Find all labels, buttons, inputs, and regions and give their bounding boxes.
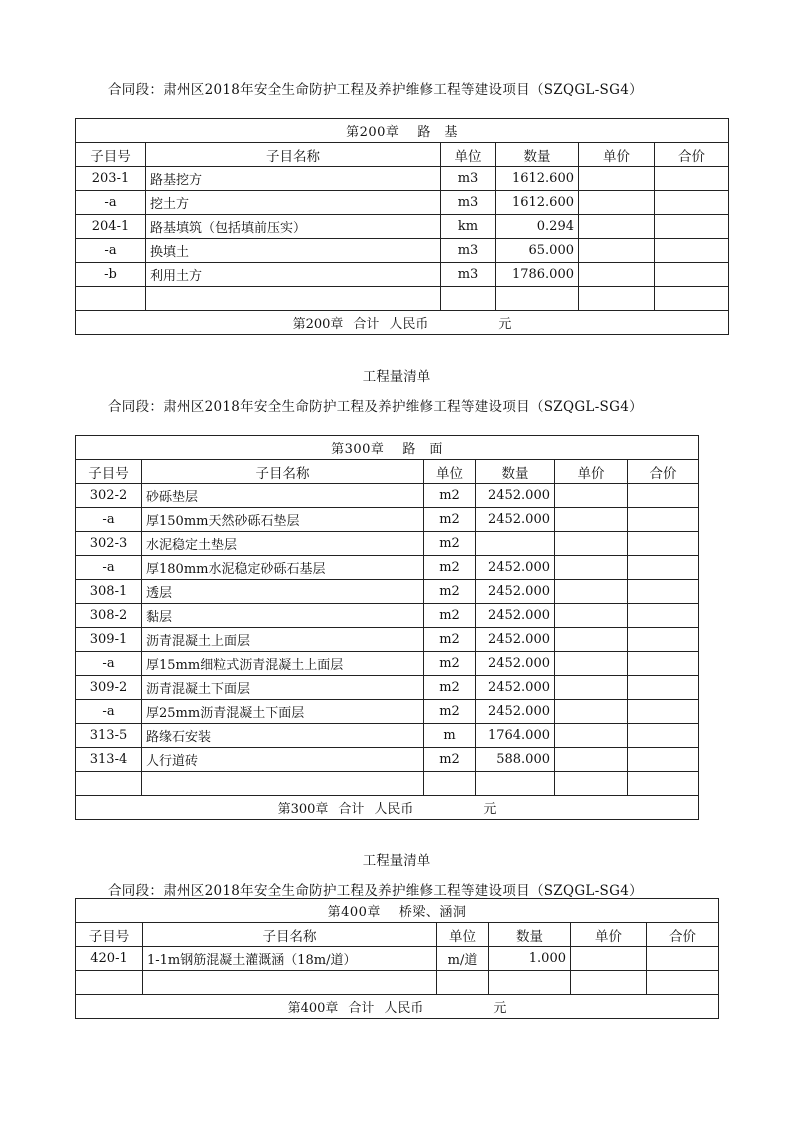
item-qty [476,532,555,556]
item-amount [628,556,699,580]
item-name: 砂砾垫层 [142,484,424,508]
total-chapter: 第300章 [277,802,329,817]
table-row [76,215,729,239]
item-code: 204-1 [76,215,146,239]
col-header-code: 子目号 [76,460,142,484]
col-header-unit: 单位 [441,143,496,167]
total-row [76,796,699,820]
item-unit: m3 [441,191,496,215]
item-amount [628,532,699,556]
total-label: 合计 [353,317,380,332]
item-code: 313-5 [76,724,142,748]
item-unit-price [555,604,628,628]
item-code: 308-1 [76,580,142,604]
item-unit: m2 [424,604,476,628]
item-unit: m2 [424,700,476,724]
chapter-title [76,899,719,923]
item-amount [628,628,699,652]
col-header-qty: 数量 [489,923,571,947]
col-header-code: 子目号 [76,923,143,947]
chapter-number: 第400章 [327,905,381,920]
item-amount [628,724,699,748]
col-header-name: 子目名称 [142,460,424,484]
item-qty: 2452.000 [476,628,555,652]
item-amount [628,676,699,700]
item-qty: 588.000 [476,748,555,772]
item-unit-price [555,676,628,700]
item-amount [655,263,729,287]
item-code: -b [76,263,146,287]
chapter-name: 路 基 [417,125,458,140]
col-header-unit-price: 单价 [571,923,647,947]
item-unit: m2 [424,532,476,556]
yuan-label: 元 [493,1001,507,1016]
item-unit-price [555,700,628,724]
item-unit: km [441,215,496,239]
empty-row [76,971,719,995]
item-unit-price [555,580,628,604]
col-header-code: 子目号 [76,143,146,167]
item-unit: m3 [441,167,496,191]
item-name: 沥青混凝土上面层 [142,628,424,652]
item-code: -a [76,652,142,676]
item-name: 路基挖方 [146,167,441,191]
column-header-row [76,923,719,947]
table-row [76,947,719,971]
item-code: 302-2 [76,484,142,508]
item-name: 1-1m钢筋混凝土灌溉涵（18m/道） [143,947,437,971]
item-amount [655,215,729,239]
chapter-number: 第200章 [346,125,400,140]
contract-caption: 合同段：肃州区2018年安全生命防护工程及养护维修工程等建设项目（SZQGL-SG4） [108,82,643,98]
col-header-name: 子目名称 [146,143,441,167]
table-row [76,167,729,191]
total-label: 合计 [348,1001,375,1016]
item-unit: m2 [424,556,476,580]
chapter-number: 第300章 [331,442,385,457]
item-unit-price [579,263,655,287]
currency-label: 人民币 [384,1001,424,1016]
item-name: 挖土方 [146,191,441,215]
item-qty: 65.000 [496,239,579,263]
item-code: 302-3 [76,532,142,556]
chapter-name: 桥梁、涵洞 [398,905,467,920]
item-qty: 2452.000 [476,580,555,604]
item-name: 人行道砖 [142,748,424,772]
yuan-label: 元 [498,317,512,332]
item-code: -a [76,508,142,532]
item-code: 309-2 [76,676,142,700]
table-row [76,580,699,604]
currency-label: 人民币 [389,317,429,332]
item-unit-price [555,532,628,556]
boq-table-400 [75,898,719,1019]
item-unit-price [579,239,655,263]
item-amount [655,167,729,191]
item-qty: 2452.000 [476,700,555,724]
item-code: -a [76,700,142,724]
table-row [76,263,729,287]
col-header-unit: 单位 [424,460,476,484]
item-code: 313-4 [76,748,142,772]
item-unit-price [555,508,628,532]
item-name: 沥青混凝土下面层 [142,676,424,700]
col-header-amount: 合价 [647,923,719,947]
total-row [76,311,729,335]
list-title: 工程量清单 [362,369,431,385]
item-unit-price [555,748,628,772]
contract-caption: 合同段：肃州区2018年安全生命防护工程及养护维修工程等建设项目（SZQGL-SG4） [108,399,643,415]
table-row [76,508,699,532]
total-row [76,995,719,1019]
table-row [76,652,699,676]
item-unit-price [555,652,628,676]
item-name: 厚150mm天然砂砾石垫层 [142,508,424,532]
item-unit: m3 [441,239,496,263]
item-name: 利用土方 [146,263,441,287]
table-row [76,556,699,580]
table-row [76,191,729,215]
item-qty: 2452.000 [476,484,555,508]
empty-row [76,287,729,311]
contract-caption: 合同段：肃州区2018年安全生命防护工程及养护维修工程等建设项目（SZQGL-SG4） [108,883,643,899]
item-amount [628,700,699,724]
col-header-name: 子目名称 [143,923,437,947]
item-unit: m2 [424,508,476,532]
item-name: 厚25mm沥青混凝土下面层 [142,700,424,724]
item-unit: m2 [424,748,476,772]
item-unit: m2 [424,484,476,508]
item-unit-price [579,191,655,215]
item-code: -a [76,556,142,580]
item-amount [628,580,699,604]
table-row [76,484,699,508]
item-unit-price [579,167,655,191]
col-header-qty: 数量 [496,143,579,167]
table-row [76,532,699,556]
item-unit: m [424,724,476,748]
item-name: 厚15mm细粒式沥青混凝土上面层 [142,652,424,676]
item-name: 换填土 [146,239,441,263]
item-amount [647,947,719,971]
item-qty: 2452.000 [476,508,555,532]
total-chapter: 第400章 [287,1001,339,1016]
item-amount [628,484,699,508]
item-code: 309-1 [76,628,142,652]
item-qty: 1764.000 [476,724,555,748]
item-amount [655,239,729,263]
item-name: 路缘石安装 [142,724,424,748]
chapter-name: 路 面 [402,442,443,457]
item-qty: 2452.000 [476,556,555,580]
table-row [76,700,699,724]
item-unit: m/道 [437,947,489,971]
item-unit: m3 [441,263,496,287]
table-row [76,604,699,628]
boq-table-200 [75,118,729,335]
total-label: 合计 [338,802,365,817]
item-qty: 0.294 [496,215,579,239]
item-unit-price [571,947,647,971]
table-row [76,239,729,263]
item-unit: m2 [424,580,476,604]
currency-label: 人民币 [374,802,414,817]
col-header-unit-price: 单价 [579,143,655,167]
item-code: -a [76,191,146,215]
item-qty: 1.000 [489,947,571,971]
item-unit-price [555,484,628,508]
item-qty: 1612.600 [496,191,579,215]
item-name: 路基填筑（包括填前压实） [146,215,441,239]
item-unit: m2 [424,628,476,652]
table-row [76,724,699,748]
item-amount [628,652,699,676]
item-qty: 2452.000 [476,604,555,628]
item-code: 203-1 [76,167,146,191]
item-name: 水泥稳定土垫层 [142,532,424,556]
total-chapter: 第200章 [292,317,344,332]
item-qty: 2452.000 [476,676,555,700]
item-name: 透层 [142,580,424,604]
boq-table-300 [75,435,699,820]
item-unit: m2 [424,676,476,700]
col-header-amount: 合价 [655,143,729,167]
item-unit-price [555,556,628,580]
chapter-title [76,436,699,460]
col-header-unit: 单位 [437,923,489,947]
table-row [76,748,699,772]
chapter-title [76,119,729,143]
item-code: 420-1 [76,947,143,971]
item-name: 厚180mm水泥稳定砂砾石基层 [142,556,424,580]
col-header-amount: 合价 [628,460,699,484]
item-amount [628,604,699,628]
item-unit: m2 [424,652,476,676]
table-row [76,628,699,652]
item-qty: 1786.000 [496,263,579,287]
item-amount [628,748,699,772]
item-qty: 1612.600 [496,167,579,191]
item-code: 308-2 [76,604,142,628]
item-amount [655,191,729,215]
item-name: 黏层 [142,604,424,628]
list-title: 工程量清单 [362,853,431,869]
item-code: -a [76,239,146,263]
yuan-label: 元 [483,802,497,817]
col-header-unit-price: 单价 [555,460,628,484]
column-header-row [76,143,729,167]
column-header-row [76,460,699,484]
item-amount [628,508,699,532]
item-unit-price [579,215,655,239]
col-header-qty: 数量 [476,460,555,484]
empty-row [76,772,699,796]
item-qty: 2452.000 [476,652,555,676]
table-row [76,676,699,700]
item-unit-price [555,628,628,652]
item-unit-price [555,724,628,748]
